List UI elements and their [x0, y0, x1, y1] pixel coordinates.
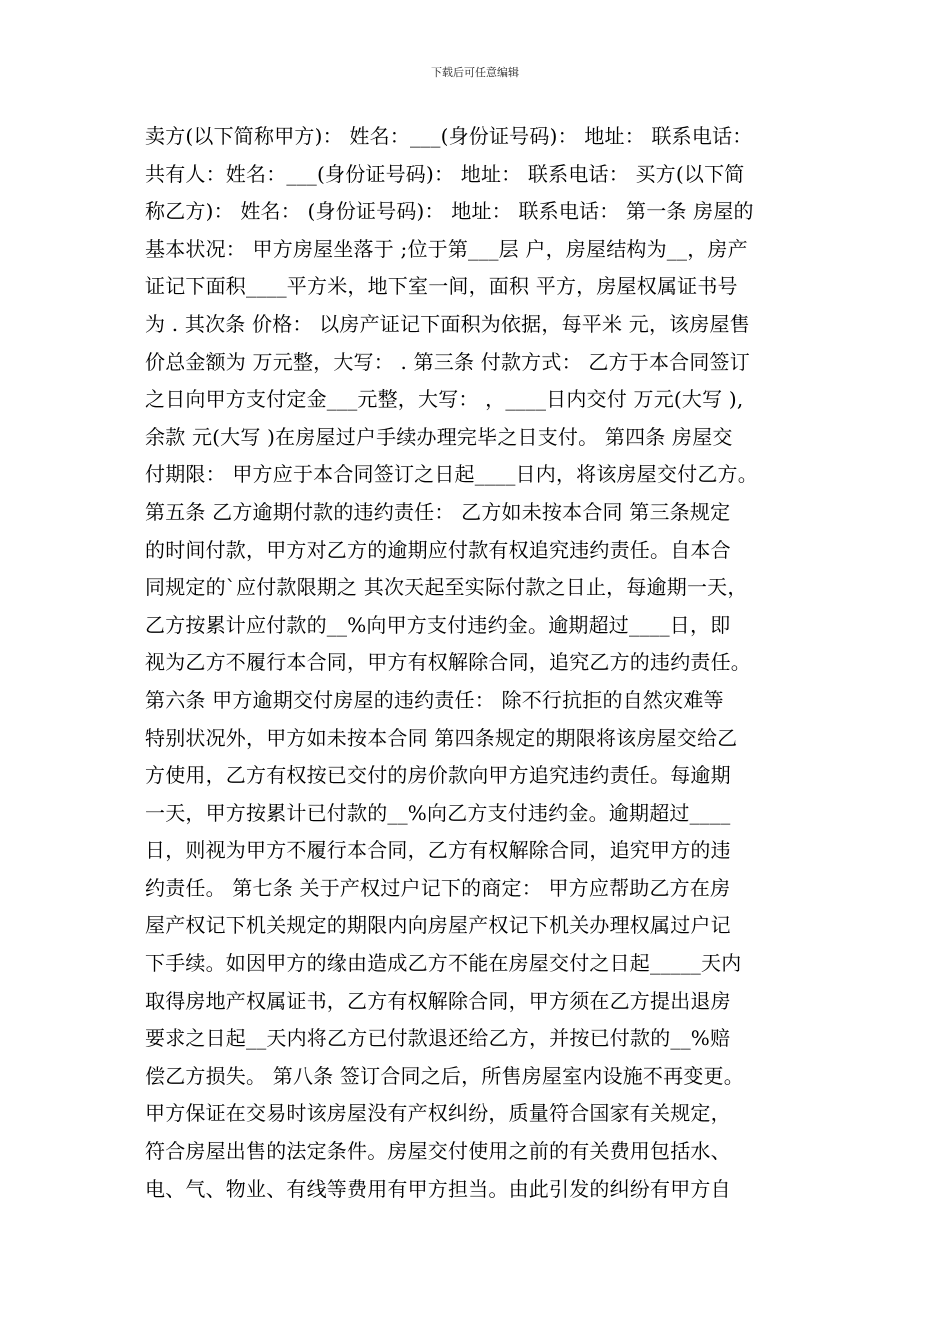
- text-line: 电、气、物业、有线等费用有甲方担当。由此引发的纠纷有甲方自: [145, 1176, 731, 1201]
- text-line: 符合房屋出售的法定条件。房屋交付使用之前的有关费用包括水、: [145, 1139, 731, 1164]
- text-line: 同规定的`应付款限期之 其次天起至实际付款之日止，每逾期一天，: [145, 575, 748, 600]
- text-line: 特别状况外，甲方如未按本合同 第四条规定的期限将该房屋交给乙: [145, 725, 738, 750]
- text-line: 基本状况： 甲方房屋坐落于 ;位于第___层 户，房屋结构为__，房产: [145, 236, 748, 261]
- text-line: 称乙方)： 姓名： (身份证号码)： 地址： 联系电话： 第一条 房屋的: [145, 199, 754, 224]
- text-line: 取得房地产权属证书，乙方有权解除合同，甲方须在乙方提出退房: [145, 988, 731, 1013]
- text-line: 之日向甲方支付定金___元整，大写： ，____日内交付 万元(大写 ),: [145, 387, 744, 412]
- text-line: 一天，甲方按累计已付款的__%向乙方支付违约金。逾期超过____: [145, 800, 731, 825]
- text-line: 第六条 甲方逾期交付房屋的违约责任： 除不行抗拒的自然灾难等: [145, 687, 724, 712]
- text-line: 方使用，乙方有权按已交付的房价款向甲方追究违约责任。每逾期: [145, 763, 731, 788]
- text-line: 第五条 乙方逾期付款的违约责任： 乙方如未按本合同 第三条规定: [145, 499, 731, 524]
- text-line: 要求之日起__天内将乙方已付款退还给乙方，并按已付款的__%赔: [145, 1026, 731, 1051]
- text-line: 的时间付款，甲方对乙方的逾期应付款有权追究违约责任。自本合: [145, 537, 731, 562]
- text-line: 余款 元(大写 )在房屋过户手续办理完毕之日支付。 第四条 房屋交: [145, 424, 733, 449]
- page-header: 下载后可任意编辑: [431, 66, 519, 79]
- text-line: 卖方(以下简称甲方)： 姓名：___(身份证号码)： 地址： 联系电话：: [145, 124, 753, 148]
- contract-body: [145, 118, 825, 1208]
- text-line: 日，则视为甲方不履行本合同，乙方有权解除合同，追究甲方的违: [145, 838, 731, 863]
- text-line: 证记下面积____平方米，地下室一间，面积 平方，房屋权属证书号: [145, 274, 738, 299]
- text-line: 下手续。如因甲方的缘由造成乙方不能在房屋交付之日起_____天内: [145, 951, 742, 976]
- text-line: 偿乙方损失。 第八条 签订合同之后，所售房屋室内设施不再变更。: [145, 1063, 744, 1088]
- text-line: 视为乙方不履行本合同，甲方有权解除合同，追究乙方的违约责任。: [145, 650, 751, 675]
- text-line: 为 . 其次条 价格： 以房产证记下面积为依据，每平米 元，该房屋售: [145, 311, 750, 336]
- text-line: 价总金额为 万元整，大写： . 第三条 付款方式： 乙方于本合同签订: [145, 349, 750, 374]
- text-line: 屋产权记下机关规定的期限内向房屋产权记下机关办理权属过户记: [145, 913, 731, 938]
- text-line: 甲方保证在交易时该房屋没有产权纠纷，质量符合国家有关规定，: [145, 1101, 731, 1126]
- text-line: 付期限： 甲方应于本合同签订之日起____日内，将该房屋交付乙方。: [145, 462, 758, 487]
- text-line: 约责任。 第七条 关于产权过户记下的商定： 甲方应帮助乙方在房: [145, 875, 731, 900]
- text-line: 共有人：姓名：___(身份证号码)： 地址： 联系电话： 买方(以下简: [145, 161, 745, 186]
- text-line: 乙方按累计应付款的__%向甲方支付违约金。逾期超过____日，即: [145, 612, 731, 637]
